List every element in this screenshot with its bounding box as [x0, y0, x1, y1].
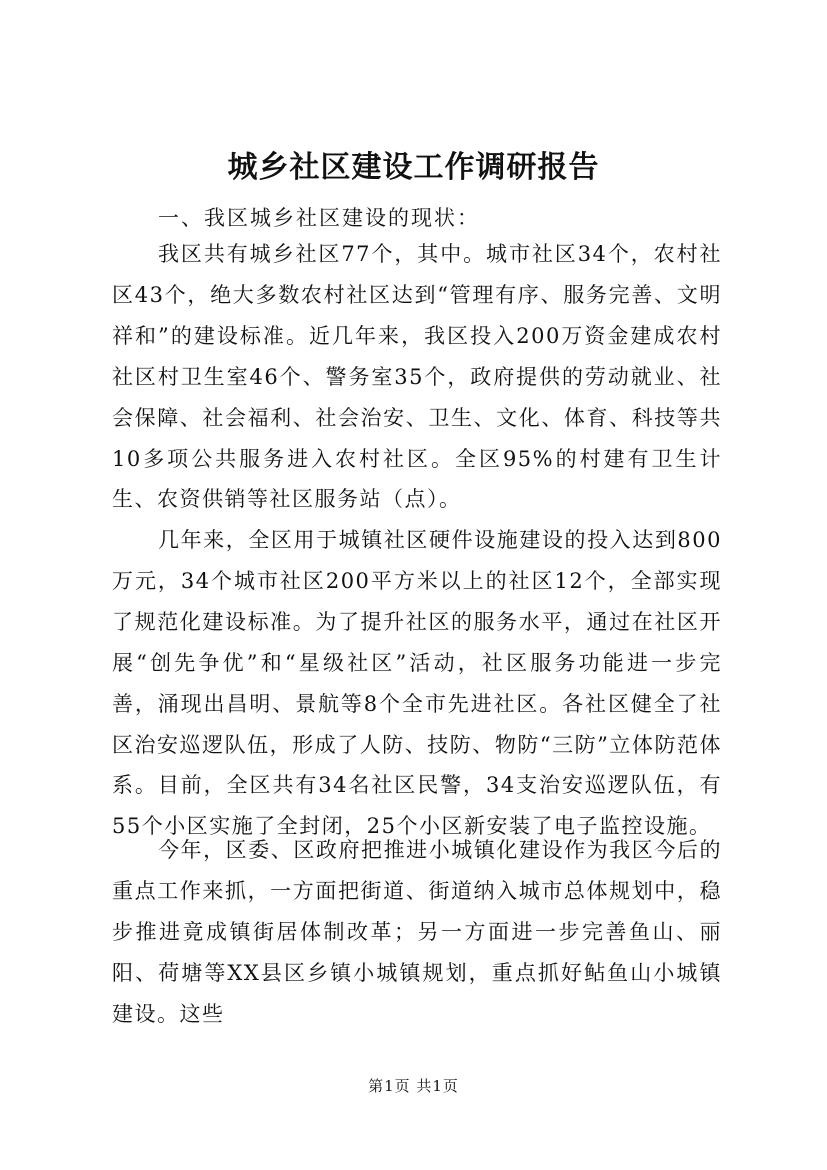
paragraph-3: 今年，区委、区政府把推进小城镇化建设作为我区今后的重点工作来抓，一方面把街道、街道纳入城市总体规划中，稳步推进竟成镇街居体制改革；另一方面进一步完善鱼山、丽阳、荷塘等XX县区乡镇小城镇规划，重点抓好鲇鱼山小城镇建设。这些 — [112, 838, 722, 1026]
paragraph-1: 我区共有城乡社区77个，其中。城市社区34个，农村社区43个，绝大多数农村社区达到“管理有序、服务完善、文明祥和”的建设标准。近几年来，我区投入200万资金建成农村社区村卫生室46个、警务室35个，政府提供的劳动就业、社会保障、社会福利、社会治安、卫生、文化、体育、科技等共10多项公共服务进入农村社区。全区95%的村建有卫生计生、农资供销等社区服务站（点）。 — [112, 242, 722, 512]
section-heading: 一、我区城乡社区建设的现状： — [158, 206, 480, 230]
paragraph-2: 几年来，全区用于城镇社区硬件设施建设的投入达到800万元，34个城市社区200平方米以上的社区12个，全部实现了规范化建设标准。为了提升社区的服务水平，通过在社区开展“创先争优”和“星级社区”活动，社区服务功能进一步完善，涌现出昌明、景航等8个全市先进社区。各社区健全了社区治安巡逻队伍，形成了人防、技防、物防“三防”立体防范体系。目前，全区共有34名社区民警，34支治安巡逻队伍，有55个小区实施了全封闭，25个小区新安装了电子监控设施。 — [112, 528, 722, 839]
page-footer: 第1页 共1页 — [368, 1077, 459, 1095]
document-title: 城乡社区建设工作调研报告 — [227, 150, 600, 185]
